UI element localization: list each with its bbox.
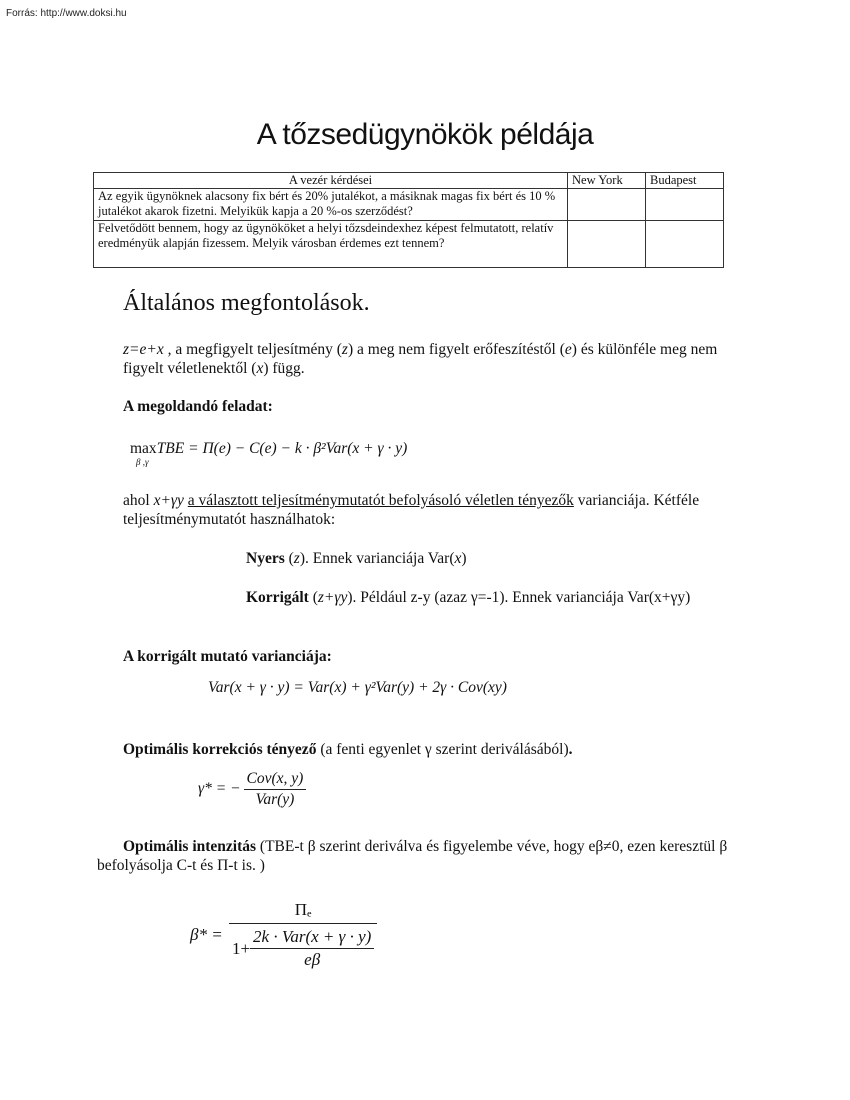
source-line: Forrás: http://www.doksi.hu [6,8,127,19]
beta-star-one-plus: 1+ [231,938,251,958]
korrigalt-text-2: ). Például z-y (azaz γ=-1). Ennek varianciája Var(x+γy) [347,589,691,606]
max-subscript: β ,γ [136,457,149,467]
header-questions: A vezér kérdései [94,173,568,189]
nyers-label: Nyers [246,550,285,567]
task-heading: A megoldandó feladat: [123,398,273,415]
intro-text-1: a megfigyelt teljesítmény ( [171,341,342,358]
answer-cell-ny-2 [568,221,646,268]
ahol-paragraph [123,491,753,529]
korrigalt-label: Korrigált [246,589,309,606]
korrigalt-line [246,588,690,607]
ahol-underlined: a választott teljesítménymutatót befolyásoló véletlen tényezők [187,492,574,509]
question-2: Felvetődött bennem, hogy az ügynököket a helyi tőzsdeindexhez képest felmutatott, relatív eredményük alapján fizessem. Melyik városban érdemes ezt tennem? [94,221,568,268]
ahol-text-2: varianciája. Kétféle teljesítménymutatót használhatok: [123,492,700,528]
answer-cell-bp-2 [646,221,724,268]
ahol-expression: x+γy [153,492,184,509]
nyers-x: x [454,550,462,567]
table-row [94,221,724,268]
beta-star-denominator [229,924,377,970]
variance-heading: A korrigált mutató varianciája: [123,648,332,665]
intro-e: e [564,341,572,358]
nyers-line [246,549,467,568]
page-title: A tőzsedügynökök példája [256,118,594,151]
beta-star-fraction [229,900,377,970]
nyers-z: z [293,550,300,567]
table-header-row [94,173,724,189]
intro-text-2: ) a meg nem figyelt erőfeszítéstől ( [347,341,565,358]
gamma-star-denominator: Var(y) [255,791,295,808]
gamma-star-numerator: Cov(x, y) [244,770,307,790]
optimal-correction-label: Optimális korrekciós tényező [123,741,317,758]
question-1: Az egyik ügynöknek alacsony fix bért és 20% jutalékot, a másiknak magas fix bért és 10 % jutalékot akarok fizetni. Melyikük kapja a 20 %-os szerződést? [94,189,568,221]
max-operator: max [130,440,157,457]
nyers-text-3: ) [461,550,467,567]
table-row [94,189,724,221]
beta-star-inner-denominator: eβ [304,950,321,969]
optimal-correction-text: (a fenti egyenlet γ szerint deriválásából) [316,741,569,758]
beta-star-inner-numerator: 2k · Var(x + γ · y) [250,927,374,949]
gamma-star-formula [198,770,306,809]
header-budapest: Budapest [646,173,724,189]
beta-star-numerator: Πₑ [229,900,377,924]
intro-x: x [256,360,264,377]
optimal-intensity-label: Optimális intenzitás [123,838,257,855]
intro-z: z [341,341,348,358]
objective-formula [130,440,408,467]
korrigalt-expression: z+γy [317,589,348,606]
answer-cell-ny-1 [568,189,646,221]
header-new-york: New York [568,173,646,189]
answer-cell-bp-1 [646,189,724,221]
questions-table [93,172,724,268]
nyers-text-2: ). Ennek varianciája Var( [299,550,455,567]
beta-star-lhs: β* = [190,925,223,944]
korrigalt-text-1: ( [308,589,318,606]
beta-star-inner-fraction [250,927,374,970]
optimal-correction-end: . [568,741,573,758]
nyers-text-1: ( [284,550,294,567]
intro-text-3: ) és különféle meg nem figyelt véletlenektől ( [123,341,718,377]
objective-lhs: TBE [156,440,185,457]
optimal-correction-line [123,740,763,759]
section-title: Általános megfontolások. [123,290,370,316]
optimal-intensity-paragraph [97,837,737,875]
intro-text-4: ) függ. [263,360,305,377]
optimal-intensity-text: (TBE-t β szerint deriválva és figyelembe véve, hogy eβ≠0, ezen keresztül β befolyásolja C-t és Π-t is. ) [97,838,728,874]
intro-paragraph [123,340,743,378]
variance-equation: Var(x + γ · y) = Var(x) + γ²Var(y) + 2γ · Cov(xy) [208,679,507,696]
gamma-star-fraction [244,770,307,809]
ahol-text-1: ahol [123,492,154,509]
gamma-star-lhs: γ* = − [198,780,241,798]
performance-equation: z=e+x , [123,341,172,358]
objective-rhs: = Π(e) − C(e) − k · β²Var(x + γ · y) [188,440,408,457]
beta-star-formula [190,900,377,970]
